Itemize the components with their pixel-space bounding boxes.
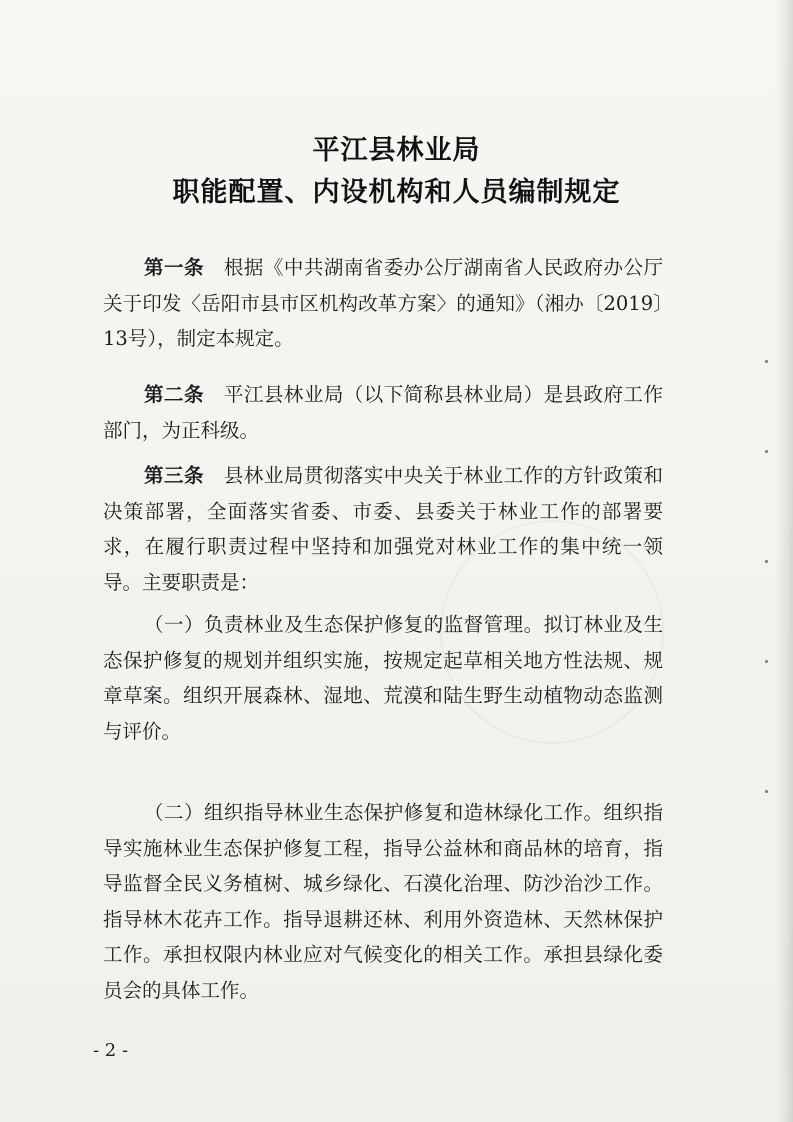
page-number: - 2 - [93,1040,129,1061]
article-2-label: 第二条 [144,383,204,406]
article-2-text: 平江县林业局（以下简称县林业局）是县政府工作部门，为正科级。 [103,383,663,442]
article-3-text: 县林业局贯彻落实中央关于林业工作的方针政策和决策部署，全面落实省委、市委、县委关于林业工作的部署要求，在履行职责过程中坚持和加强党对林业工作的集中统一领导。主要职责是： [103,464,663,594]
duty-item-2-text: （二）组织指导林业生态保护修复和造林绿化工作。组织指导实施林业生态保护修复工程，指导公益林和商品林的培育，指导监督全民义务植树、城乡绿化、石漠化治理、防沙治沙工作。指导林木花卉工作。指导退耕还林、利用外资造林、天然林保护工作。承担权限内林业应对气候变化的相关工作。承担县绿化委员会的具体工作。 [103,801,663,1002]
document-title-line-2: 职能配置、内设机构和人员编制规定 [172,177,621,208]
duty-item-1 [103,607,663,749]
duty-item-2 [103,795,663,1009]
article-1 [103,250,663,357]
scan-specks [765,360,771,860]
document-title-line-1: 平江县林业局 [312,135,481,166]
article-3-label: 第三条 [144,464,204,487]
duty-item-1-text: （一）负责林业及生态保护修复的监督管理。拟订林业及生态保护修复的规划并组织实施，按规定起草相关地方性法规、规章草案。组织开展森林、湿地、荒漠和陆生野生动植物动态监测与评价。 [103,613,663,743]
article-2 [103,377,663,448]
article-1-label: 第一条 [144,256,204,279]
article-1-text: 根据《中共湖南省委办公厅湖南省人民政府办公厅关于印发〈岳阳市县市区机构改革方案〉的通知》（湘办〔2019〕13号），制定本规定。 [103,256,663,351]
scan-edge-shadow [775,0,793,1122]
article-3 [103,458,663,600]
